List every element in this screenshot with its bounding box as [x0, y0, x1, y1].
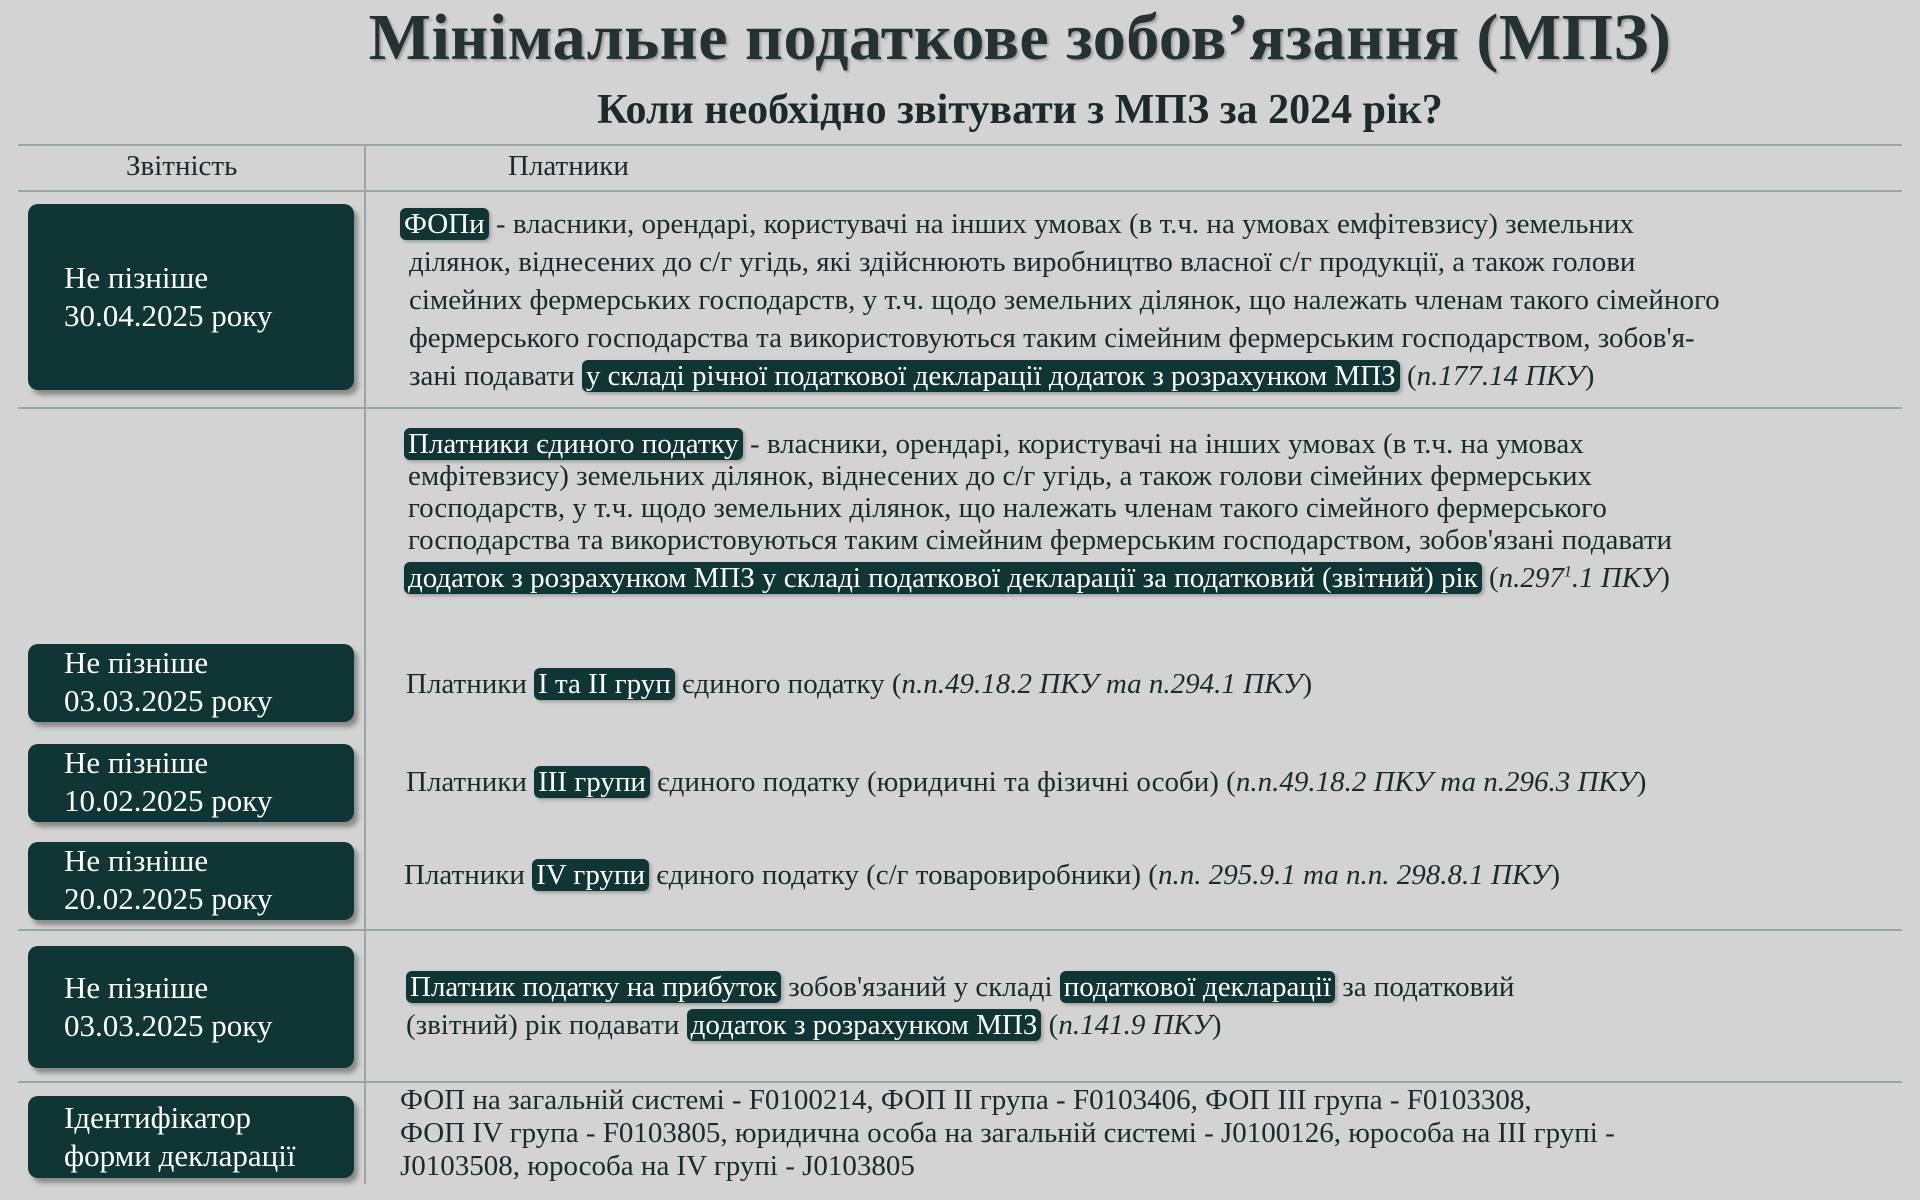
page-title: Мінімальне податкове зобов’язання (МПЗ)	[368, 1, 1672, 74]
single-tax-description: Платники єдиного податку - власники, орендарі, користувачі на інших умовах (в т.ч. на умовах емфітевзису) земельних ділянок, віднесених до с/г угідь, а також голови сімейних фермерських господарств, у т.ч. щодо земельних ділянок, що належать членам такого сімейного фермерського господарства та використовуються таким сімейним фермерським господарством, зобов'язані подавати додаток з розрахунком МПЗ у складі податкової декларації за податковий (звітний) рік (п.297$^1$.1 ПКУ)	[404, 428, 1904, 594]
group-4-description: Платники ІV групи єдиного податку (с/г товаровиробники) (п.п. 295.9.1 та п.п. 298.8.1 ПКУ)	[404, 859, 1561, 891]
date-label: Не пізніше	[64, 745, 209, 780]
date-badge-fop	[28, 204, 354, 390]
tax-code-reference: п.п.49.18.2 ПКУ та п.294.1 ПКУ	[901, 668, 1303, 700]
identifier-badge	[28, 1096, 354, 1178]
date-value: 20.02.2025 року	[64, 881, 273, 916]
tax-code-reference: п.141.9 ПКУ	[1058, 1009, 1212, 1041]
header-payers: Платники	[508, 150, 629, 182]
row-divider-1	[18, 407, 1902, 409]
row-divider-2	[18, 929, 1902, 931]
tax-code-reference: п.177.14 ПКУ	[1416, 360, 1585, 392]
highlight-mpz-appendix: додаток з розрахунком МПЗ у складі податкової декларації за податковий (звітний) рік	[404, 562, 1482, 594]
page-subtitle: Коли необхідно звітувати з МПЗ за 2024 рік?	[597, 87, 1443, 133]
date-label: Не пізніше	[64, 970, 209, 1005]
date-value: 10.02.2025 року	[64, 783, 273, 818]
header-divider	[18, 190, 1902, 192]
identifier-label: форми декларації	[64, 1138, 296, 1173]
highlight-single-tax: Платники єдиного податку	[404, 428, 743, 460]
date-value: 03.03.2025 року	[64, 683, 273, 718]
highlight-fop: ФОПи	[400, 208, 489, 240]
date-value: 03.03.2025 року	[64, 1008, 273, 1043]
table-top-border	[18, 144, 1902, 146]
tax-code-reference: п.п.49.18.2 ПКУ та п.296.3 ПКУ	[1235, 766, 1637, 798]
profit-tax-description: Платник податку на прибуток зобов'язаний у складі податкової декларації за податковий (звітний) рік подавати додаток з розрахунком МПЗ (п.141.9 ПКУ)	[406, 971, 1515, 1041]
highlight-tax-declaration: податкової декларації	[1060, 971, 1335, 1003]
date-label: Не пізніше	[64, 645, 209, 680]
date-badge-profit-tax	[28, 946, 354, 1068]
group-1-2-description: Платники І та ІІ груп єдиного податку (п.п.49.18.2 ПКУ та п.294.1 ПКУ)	[406, 668, 1313, 700]
column-divider	[364, 144, 366, 1184]
highlight-group-1-2: І та ІІ груп	[534, 668, 675, 700]
highlight-group-4: ІV групи	[532, 859, 649, 891]
date-label: Не пізніше	[64, 843, 209, 878]
highlight-mpz-appendix: додаток з розрахунком МПЗ	[687, 1009, 1042, 1041]
fop-description: ФОПи - власники, орендарі, користувачі на інших умовах (в т.ч. на умовах емфітевзису) земельних ділянок, віднесених до с/г угідь, які здійснюють виробництво власної с/г продукції, а також голови сімейних фермерських господарств, у т.ч. щодо земельних ділянок, що належать членам такого сімейного фермерського господарства та використовуються таким сімейним фермерським господарством, зобов'я- зані подавати у складі річної податкової декларації додаток з розрахунком МПЗ (п.177.14 ПКУ)	[400, 205, 1900, 395]
tax-code-reference: п.п. 295.9.1 та п.п. 298.8.1 ПКУ	[1157, 859, 1551, 891]
date-value: 30.04.2025 року	[64, 298, 273, 333]
identifier-label: Ідентифікатор	[64, 1100, 251, 1135]
identifier-description: ФОП на загальній системі - F0100214, ФОП ІІ група - F0103406, ФОП ІІІ група - F0103308, ФОП ІV група - F0103805, юридична особа на загальній системі - J0100126, юрособа на ІІІ групі - J0103508, юрособа на ІV групі - J0103805	[400, 1084, 1615, 1182]
group-3-description: Платники ІІІ групи єдиного податку (юридичні та фізичні особи) (п.п.49.18.2 ПКУ та п.296.3 ПКУ)	[406, 766, 1647, 798]
highlight-group-3: ІІІ групи	[534, 766, 650, 798]
highlight-annual-declaration: у складі річної податкової декларації додаток з розрахунком МПЗ	[582, 360, 1400, 392]
header-reporting: Звітність	[126, 150, 238, 182]
date-label: Не пізніше	[64, 260, 209, 295]
tax-code-reference: п.297$^1$.1 ПКУ	[1498, 561, 1661, 594]
date-badge-group-4	[28, 842, 354, 920]
date-badge-group-3	[28, 744, 354, 822]
highlight-profit-tax-payer: Платник податку на прибуток	[406, 971, 781, 1003]
row-divider-3	[18, 1081, 1902, 1083]
date-badge-group-1-2	[28, 644, 354, 722]
